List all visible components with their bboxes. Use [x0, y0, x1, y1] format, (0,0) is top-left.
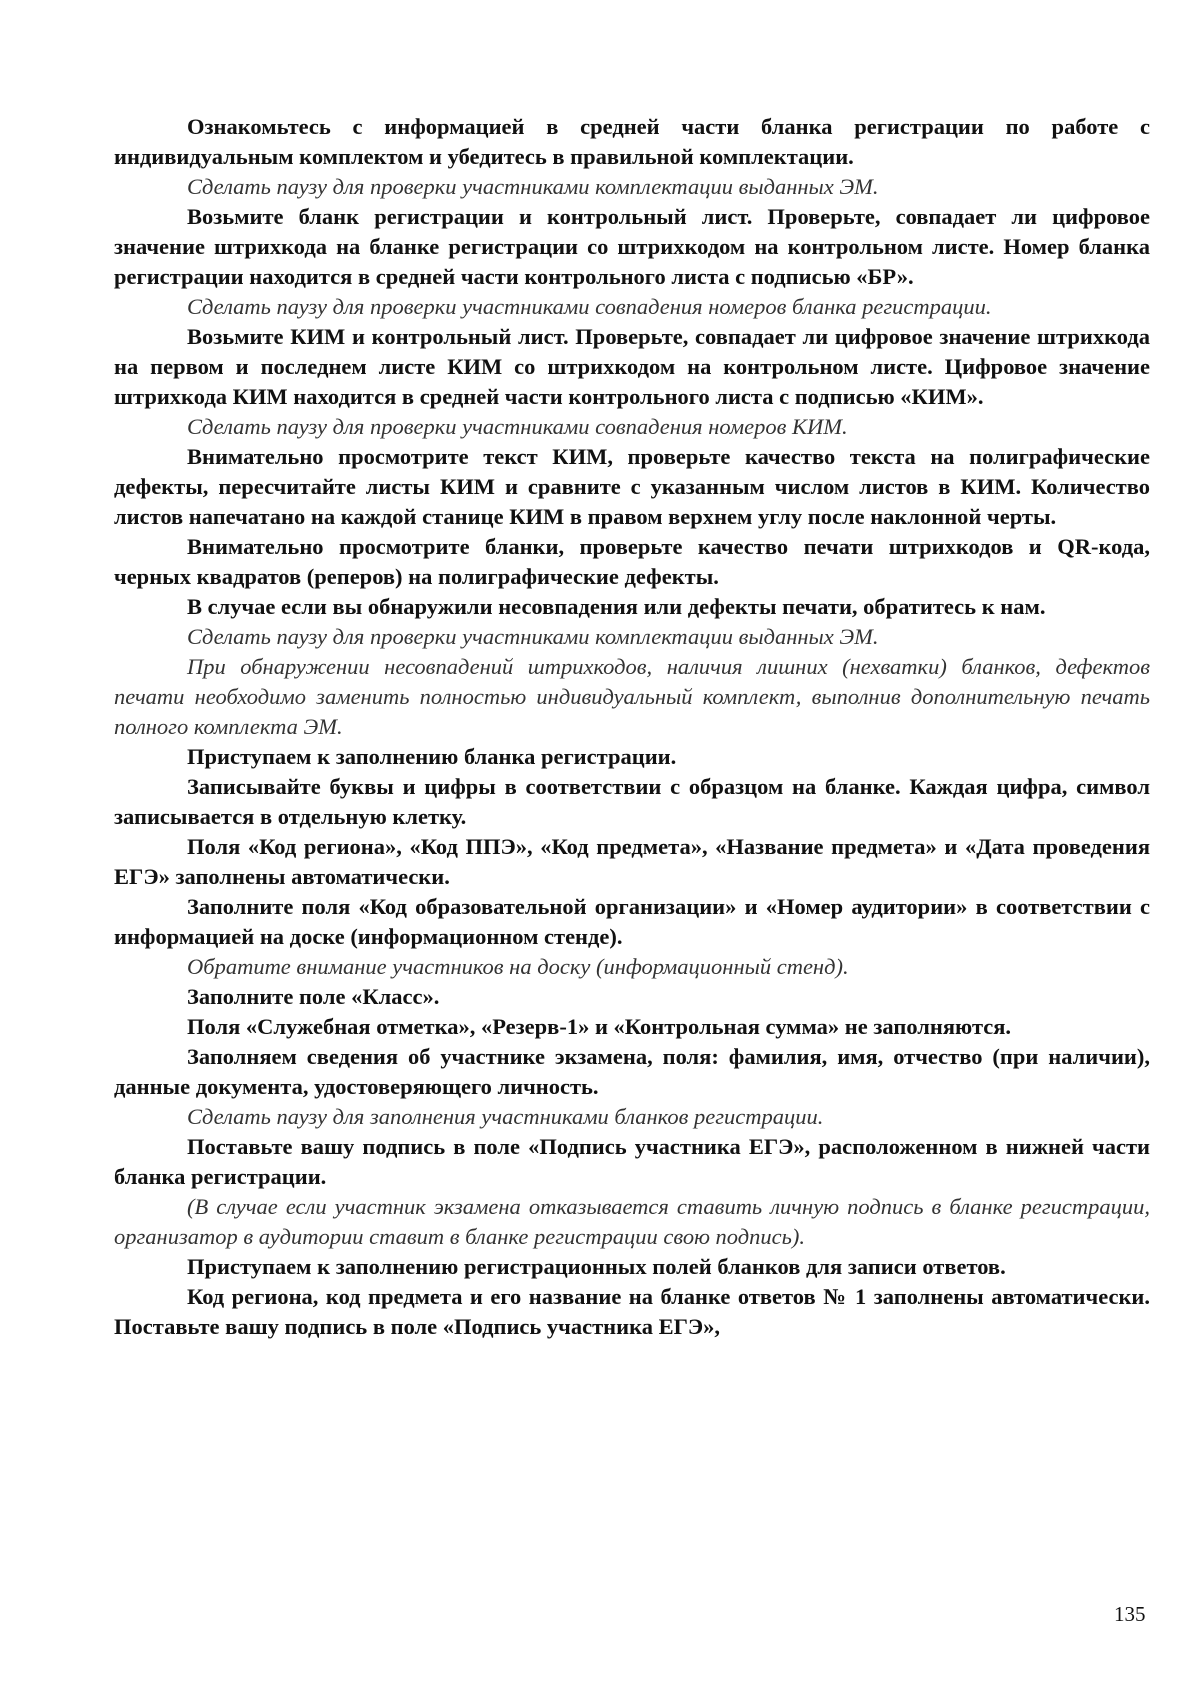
paragraph-5: Внимательно просмотрите бланки, проверьте качество печати штрихкодов и QR-кода, черных квадратов (реперов) на полиграфические дефекты.	[114, 534, 1150, 589]
instruction-note-3: Сделать паузу для проверки участниками совпадения номеров КИМ.	[187, 414, 848, 439]
instruction-note-5: При обнаружении несовпадений штрихкодов, наличия лишних (нехватки) бланков, дефектов печати необходимо заменить полностью индивидуальный комплект, выполнив дополнительную печать полного комплекта ЭМ.	[114, 654, 1150, 739]
paragraph-4: Внимательно просмотрите текст КИМ, проверьте качество текста на полиграфические дефекты, пересчитайте листы КИМ и сравните с указанным числом листов в КИМ. Количество листов напечатано на каждой станице КИМ в правом верхнем углу после наклонной черты.	[114, 444, 1150, 529]
paragraph-14: Поставьте вашу подпись в поле «Подпись участника ЕГЭ», расположенном в нижней части бланка регистрации.	[114, 1134, 1150, 1189]
paragraph-6: В случае если вы обнаружили несовпадения или дефекты печати, обратитесь к нам.	[187, 594, 1046, 619]
paragraph-10: Заполните поля «Код образовательной организации» и «Номер аудитории» в соответствии с информацией на доске (информационном стенде).	[114, 894, 1150, 949]
instruction-note-8: (В случае если участник экзамена отказывается ставить личную подпись в бланке регистрации, организатор в аудитории ставит в бланке регистрации свою подпись).	[114, 1194, 1150, 1249]
paragraph-3: Возьмите КИМ и контрольный лист. Проверьте, совпадает ли цифровое значение штрихкода на первом и последнем листе КИМ со штрихкодом на контрольном листе. Цифровое значение штрихкода КИМ находится в средней части контрольного листа с подписью «КИМ».	[114, 324, 1150, 409]
instruction-note-2: Сделать паузу для проверки участниками совпадения номеров бланка регистрации.	[187, 294, 992, 319]
paragraph-1: Ознакомьтесь с информацией в средней части бланка регистрации по работе с индивидуальным комплектом и убедитесь в правильной комплектации.	[114, 114, 1150, 169]
instruction-note-1: Сделать паузу для проверки участниками комплектации выданных ЭМ.	[187, 174, 879, 199]
instruction-note-6: Обратите внимание участников на доску (информационный стенд).	[187, 954, 849, 979]
paragraph-13: Заполняем сведения об участнике экзамена, поля: фамилия, имя, отчество (при наличии), данные документа, удостоверяющего личность.	[114, 1044, 1150, 1099]
instruction-note-4: Сделать паузу для проверки участниками комплектации выданных ЭМ.	[187, 624, 879, 649]
paragraph-9: Поля «Код региона», «Код ППЭ», «Код предмета», «Название предмета» и «Дата проведения ЕГЭ» заполнены автоматически.	[114, 834, 1150, 889]
paragraph-11: Заполните поле «Класс».	[187, 984, 440, 1009]
paragraph-8: Записывайте буквы и цифры в соответствии с образцом на бланке. Каждая цифра, символ записывается в отдельную клетку.	[114, 774, 1150, 829]
instruction-note-7: Сделать паузу для заполнения участниками бланков регистрации.	[187, 1104, 824, 1129]
paragraph-7: Приступаем к заполнению бланка регистрации.	[187, 744, 677, 769]
paragraph-2: Возьмите бланк регистрации и контрольный лист. Проверьте, совпадает ли цифровое значение штрихкода на бланке регистрации со штрихкодом на контрольном листе. Номер бланка регистрации находится в средней части контрольного листа с подписью «БР».	[114, 204, 1150, 289]
paragraph-16: Код региона, код предмета и его название на бланке ответов № 1 заполнены автоматически. Поставьте вашу подпись в поле «Подпись участника ЕГЭ»,	[114, 1284, 1150, 1339]
paragraph-12: Поля «Служебная отметка», «Резерв-1» и «Контрольная сумма» не заполняются.	[187, 1014, 1012, 1039]
document-page	[114, 112, 1150, 1342]
paragraph-15: Приступаем к заполнению регистрационных полей бланков для записи ответов.	[187, 1254, 1006, 1279]
page-number: 135	[1114, 1602, 1146, 1626]
